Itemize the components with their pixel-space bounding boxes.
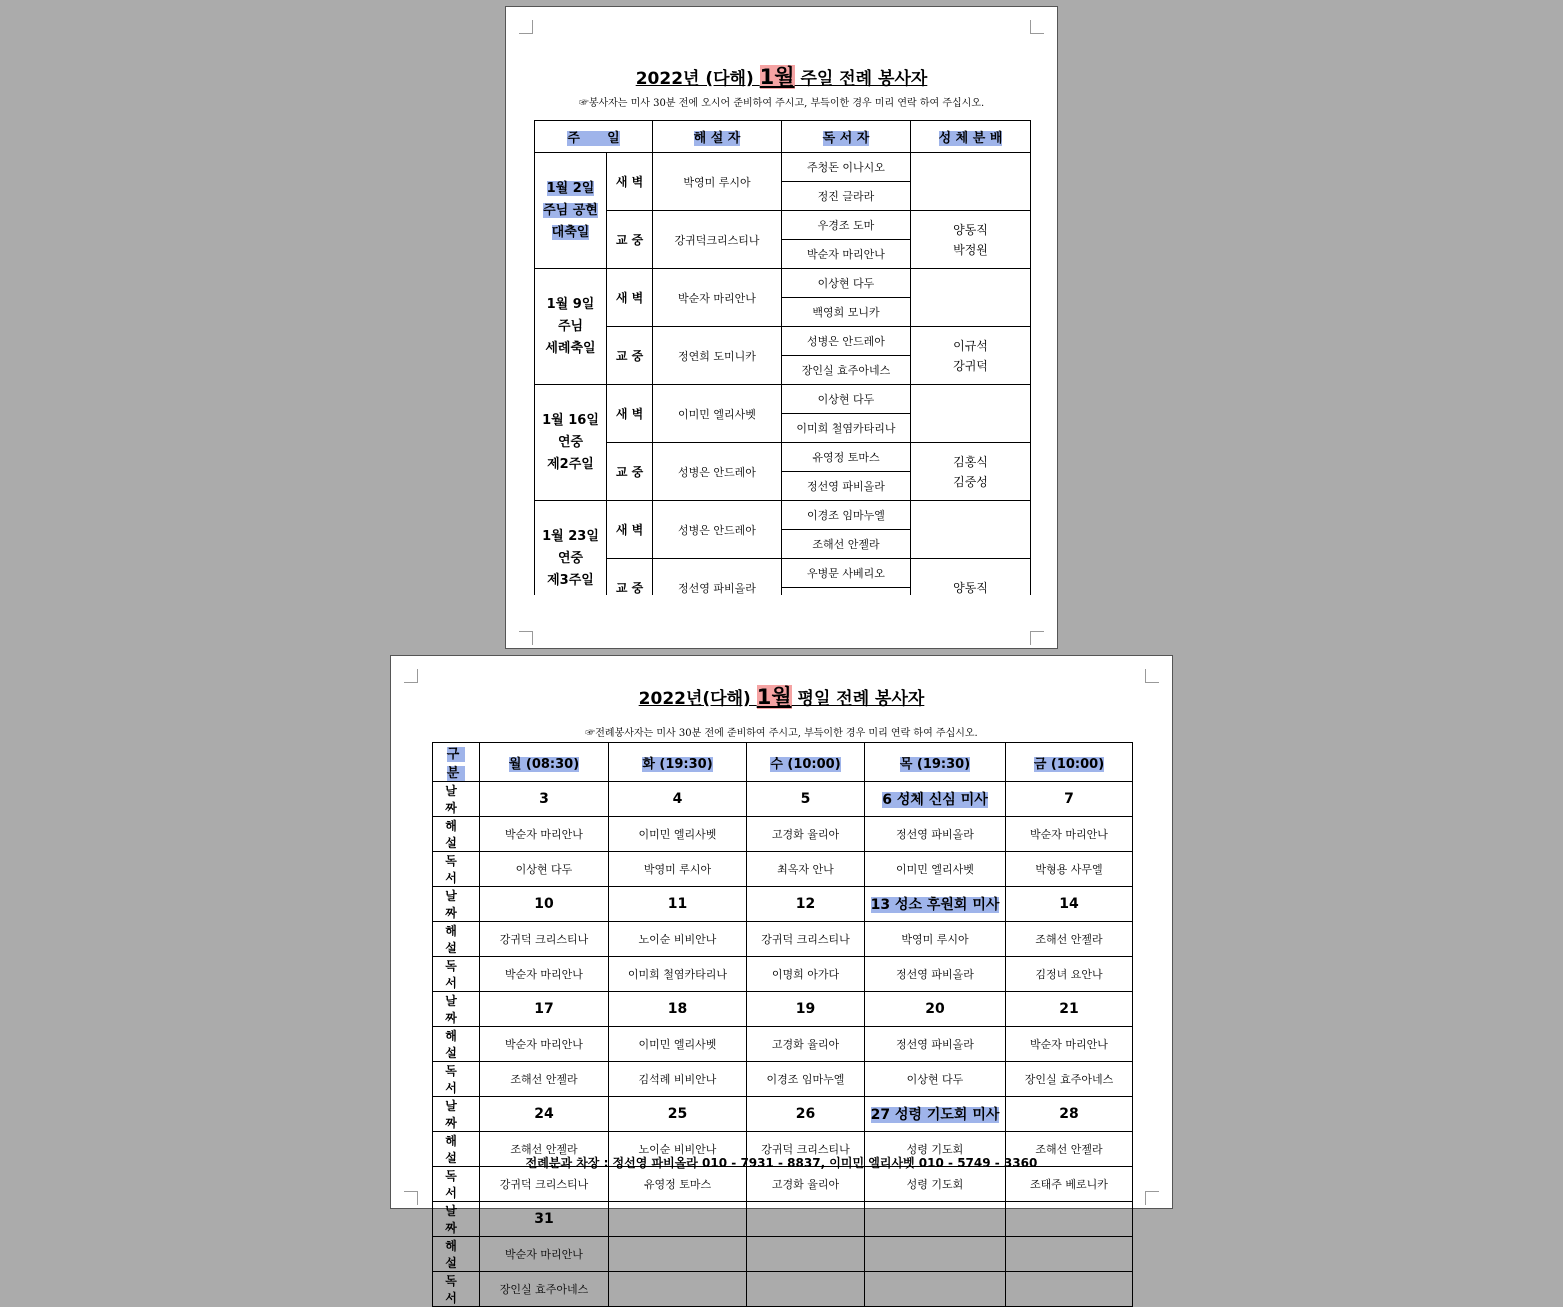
commentator-cell: 노이순 비비안나 xyxy=(609,922,747,957)
weekday-notice: ☞전례봉사자는 미사 30분 전에 준비하여 주시고, 부득이한 경우 미리 연락 하여 주십시오. xyxy=(585,728,978,739)
date-cell xyxy=(747,1202,865,1237)
sunday-row xyxy=(535,211,1031,240)
commentator-cell: 고경화 율리아 xyxy=(747,1027,865,1062)
reader-cell: 강귀덕 크리스티나 xyxy=(480,1167,609,1202)
commentator-cell: 박순자 마리안나 xyxy=(480,1027,609,1062)
reader-cell: 이상현 다두 xyxy=(782,385,911,414)
week-feast: 연중 xyxy=(557,550,584,566)
commentator-cell: 노이순 비비안나 xyxy=(609,1132,747,1167)
commentator-cell: 이미민 엘리사벳 xyxy=(609,817,747,852)
commentator-cell xyxy=(609,1237,747,1272)
reader-cell: 박영미 루시아 xyxy=(609,852,747,887)
commentator-cell: 성령 기도회 xyxy=(865,1132,1006,1167)
reader-cell xyxy=(609,1272,747,1307)
commentator-row xyxy=(433,1027,1133,1062)
date-cell xyxy=(747,782,865,817)
sunday-notice: ☞봉사자는 미사 30분 전에 오시어 준비하여 주시고, 부득이한 경우 미리 연락 하여 주십시오. xyxy=(578,98,985,109)
sunday-schedule-page xyxy=(505,6,1058,649)
contact-footer: 전례분과 차장 : 정선영 파비올라 010 - 7931 - 8837, 이미민 엘리사벳 010 - 5749 - 3360 xyxy=(525,1156,1038,1170)
commentator-cell: 고경화 율리아 xyxy=(747,817,865,852)
sunday-week-label xyxy=(535,269,607,385)
weekday-title xyxy=(391,681,1172,711)
reader-cell: 이미민 엘리사벳 xyxy=(865,852,1006,887)
weekday-table xyxy=(432,742,1133,1307)
reader-cell: 장인실 효주아네스 xyxy=(480,1272,609,1307)
reader-cell: 김정녀 요안나 xyxy=(1006,957,1133,992)
commentator-cell: 강귀덕 크리스티나 xyxy=(747,922,865,957)
title-year: 2022년 (다해) xyxy=(635,69,760,89)
mass-label-dawn: 새 벽 xyxy=(607,385,653,443)
date-cell xyxy=(609,782,747,817)
sunday-row xyxy=(535,443,1031,472)
date-row xyxy=(433,782,1133,817)
reader-cell xyxy=(747,1272,865,1307)
reader-cell: 김석례 비비안나 xyxy=(609,1062,747,1097)
reader-cell: 조해선 안젤라 xyxy=(782,530,911,559)
reader-row xyxy=(433,957,1133,992)
week-feast-type: 대축일 xyxy=(551,224,590,240)
row-label-reader: 독 서 xyxy=(433,957,480,992)
sunday-week-label xyxy=(535,501,607,596)
reader-cell: 이상현 다두 xyxy=(782,269,911,298)
commentator-cell xyxy=(865,1237,1006,1272)
date-cell xyxy=(609,1097,747,1132)
sunday-week-label xyxy=(535,385,607,501)
reader-cell: 조태주 베로니카 xyxy=(1006,1167,1133,1202)
row-label-date: 날 짜 xyxy=(433,992,480,1027)
mass-label-main: 교 중 xyxy=(607,559,653,596)
date-value: 24 xyxy=(534,1106,554,1122)
header-reader: 독 서 자 xyxy=(782,121,911,153)
reader-cell: 정선영 파비올라 xyxy=(865,957,1006,992)
sunday-row xyxy=(535,501,1031,530)
week-date: 1월 9일 xyxy=(546,296,595,312)
date-cell xyxy=(865,992,1006,1027)
commentator-cell: 이미민 엘리사벳 xyxy=(609,1027,747,1062)
weekday-schedule-page xyxy=(390,655,1173,1305)
commentator-cell: 정선영 파비올라 xyxy=(653,559,782,596)
row-label-commentator: 해 설 xyxy=(433,922,480,957)
date-row xyxy=(433,1202,1133,1237)
header-tuesday: 화 (19:30) xyxy=(609,743,747,782)
reader-cell: 이경조 임마누엘 xyxy=(747,1062,865,1097)
header-thursday: 목 (19:30) xyxy=(865,743,1006,782)
reader-cell: 이미희 철염카타리나 xyxy=(609,957,747,992)
commentator-cell: 강귀덕크리스티나 xyxy=(653,211,782,269)
reader-cell xyxy=(782,588,911,596)
distributor-name: 김중성 xyxy=(953,474,988,489)
mass-label-main: 교 중 xyxy=(607,443,653,501)
commentator-cell: 강귀덕 크리스티나 xyxy=(480,922,609,957)
reader-cell: 백영희 모니카 xyxy=(782,298,911,327)
distributor-name: 강귀덕 xyxy=(953,358,988,373)
row-label-commentator: 해 설 xyxy=(433,817,480,852)
distributor-name: 양동직 xyxy=(953,222,988,237)
date-cell xyxy=(1006,1202,1133,1237)
date-cell xyxy=(747,887,865,922)
reader-cell: 성령 기도회 xyxy=(865,1167,1006,1202)
sunday-row xyxy=(535,269,1031,298)
row-label-reader: 독 서 xyxy=(433,1272,480,1307)
date-value: 27 성령 기도회 미사 xyxy=(870,1107,1000,1123)
reader-row xyxy=(433,1062,1133,1097)
distributor-name: 이규석 xyxy=(953,338,988,353)
sunday-table xyxy=(534,120,1031,595)
row-label-date: 날 짜 xyxy=(433,887,480,922)
reader-cell xyxy=(1006,1272,1133,1307)
date-value: 3 xyxy=(539,791,549,807)
week-feast-type: 세례축일 xyxy=(545,340,596,356)
reader-cell: 이경조 임마누엘 xyxy=(782,501,911,530)
date-cell xyxy=(1006,992,1133,1027)
sunday-title xyxy=(506,61,1057,91)
page-corner-mark xyxy=(1145,1191,1159,1205)
date-value: 21 xyxy=(1059,1001,1079,1017)
date-value: 10 xyxy=(534,896,554,912)
page-corner-mark xyxy=(1030,20,1044,34)
distributor-name: 김홍식 xyxy=(953,454,988,469)
commentator-cell: 박순자 마리안나 xyxy=(1006,1027,1133,1062)
reader-cell: 장인실 효주아네스 xyxy=(782,356,911,385)
sunday-row xyxy=(535,385,1031,414)
reader-cell: 박순자 마리안나 xyxy=(782,240,911,269)
weekday-header-row xyxy=(433,743,1133,782)
reader-row xyxy=(433,1272,1133,1307)
distributor-cell-empty xyxy=(911,269,1031,327)
commentator-cell: 조해선 안젤라 xyxy=(1006,1132,1133,1167)
title-year: 2022년(다해) xyxy=(638,689,757,709)
commentator-cell xyxy=(1006,1237,1133,1272)
date-cell xyxy=(480,992,609,1027)
date-value: 18 xyxy=(667,1001,688,1017)
reader-row xyxy=(433,1167,1133,1202)
reader-cell: 주청돈 이나시오 xyxy=(782,153,911,182)
row-label-reader: 독 서 xyxy=(433,852,480,887)
date-row xyxy=(433,887,1133,922)
distributor-cell xyxy=(911,443,1031,501)
page-corner-mark xyxy=(519,631,533,645)
row-label-date: 날 짜 xyxy=(433,782,480,817)
date-cell xyxy=(609,1202,747,1237)
mass-label-dawn: 새 벽 xyxy=(607,501,653,559)
commentator-cell: 성병은 안드레아 xyxy=(653,501,782,559)
date-cell xyxy=(1006,782,1133,817)
date-cell xyxy=(747,1097,865,1132)
date-value: 26 xyxy=(795,1106,816,1122)
page-corner-mark xyxy=(1030,631,1044,645)
reader-cell: 조해선 안젤라 xyxy=(480,1062,609,1097)
date-value: 20 xyxy=(925,1001,945,1017)
date-cell xyxy=(865,1097,1006,1132)
commentator-cell: 박영미 루시아 xyxy=(865,922,1006,957)
sunday-row xyxy=(535,559,1031,588)
date-cell xyxy=(480,782,609,817)
distributor-cell-empty xyxy=(911,153,1031,211)
reader-cell: 우병문 사베리오 xyxy=(782,559,911,588)
reader-cell: 정선영 파비올라 xyxy=(782,472,911,501)
commentator-cell: 정선영 파비올라 xyxy=(865,1027,1006,1062)
date-cell xyxy=(609,992,747,1027)
reader-cell: 이명희 아가다 xyxy=(747,957,865,992)
commentator-cell: 조해선 안젤라 xyxy=(480,1132,609,1167)
date-row xyxy=(433,992,1133,1027)
date-cell xyxy=(480,887,609,922)
reader-row xyxy=(433,852,1133,887)
commentator-cell: 정선영 파비올라 xyxy=(865,817,1006,852)
distributor-cell-empty xyxy=(911,385,1031,443)
title-rest: 평일 전례 봉사자 xyxy=(791,689,925,709)
row-label-commentator: 해 설 xyxy=(433,1027,480,1062)
sunday-row xyxy=(535,327,1031,356)
page-corner-mark xyxy=(404,1191,418,1205)
date-value: 4 xyxy=(672,791,683,807)
row-label-reader: 독 서 xyxy=(433,1062,480,1097)
reader-cell: 성병은 안드레아 xyxy=(782,327,911,356)
commentator-cell: 조해선 안젤라 xyxy=(1006,922,1133,957)
sunday-table-clip xyxy=(534,120,1031,595)
header-distributor: 성 체 분 배 xyxy=(911,121,1031,153)
week-feast: 주님 xyxy=(557,318,584,334)
date-cell xyxy=(1006,887,1133,922)
week-date: 1월 23일 xyxy=(542,528,599,544)
distributor-cell-empty xyxy=(911,501,1031,559)
week-date: 1월 2일 xyxy=(546,180,595,196)
date-cell xyxy=(480,1097,609,1132)
date-value: 5 xyxy=(800,791,811,807)
distributor-name: 양동직 xyxy=(953,580,988,595)
mass-label-dawn: 새 벽 xyxy=(607,269,653,327)
date-value: 14 xyxy=(1059,896,1079,912)
header-friday: 금 (10:00) xyxy=(1006,743,1133,782)
sunday-row xyxy=(535,153,1031,182)
date-value: 11 xyxy=(667,896,688,912)
week-feast-type: 제2주일 xyxy=(547,456,594,472)
week-date: 1월 16일 xyxy=(542,412,599,428)
date-cell xyxy=(480,1202,609,1237)
row-label-date: 날 짜 xyxy=(433,1202,480,1237)
reader-cell xyxy=(865,1272,1006,1307)
commentator-cell: 박순자 마리안나 xyxy=(1006,817,1133,852)
commentator-cell: 박순자 마리안나 xyxy=(653,269,782,327)
date-cell xyxy=(865,887,1006,922)
reader-cell: 우경조 도마 xyxy=(782,211,911,240)
commentator-cell: 이미민 엘리사벳 xyxy=(653,385,782,443)
commentator-row xyxy=(433,1237,1133,1272)
commentator-cell xyxy=(747,1237,865,1272)
header-commentator: 해 설 자 xyxy=(653,121,782,153)
page-corner-mark xyxy=(519,20,533,34)
reader-cell: 박순자 마리안나 xyxy=(480,957,609,992)
reader-cell: 정진 글라라 xyxy=(782,182,911,211)
sunday-week-label xyxy=(535,153,607,269)
header-wednesday: 수 (10:00) xyxy=(747,743,865,782)
row-label-commentator: 해 설 xyxy=(433,1237,480,1272)
row-label-reader: 독 서 xyxy=(433,1167,480,1202)
date-cell xyxy=(747,992,865,1027)
week-feast: 연중 xyxy=(557,434,584,450)
date-value: 19 xyxy=(795,1001,816,1017)
commentator-cell: 정연희 도미니카 xyxy=(653,327,782,385)
date-cell xyxy=(1006,1097,1133,1132)
header-monday: 월 (08:30) xyxy=(480,743,609,782)
mass-label-dawn: 새 벽 xyxy=(607,153,653,211)
commentator-cell: 성병은 안드레아 xyxy=(653,443,782,501)
header-sunday: 주 일 xyxy=(535,121,653,153)
reader-cell: 이상현 다두 xyxy=(480,852,609,887)
date-value: 31 xyxy=(534,1211,554,1227)
date-cell xyxy=(609,887,747,922)
date-value: 28 xyxy=(1059,1106,1079,1122)
title-month: 1월 xyxy=(756,685,792,709)
date-value: 17 xyxy=(534,1001,554,1017)
distributor-cell xyxy=(911,327,1031,385)
commentator-row xyxy=(433,922,1133,957)
reader-cell: 유영정 토마스 xyxy=(782,443,911,472)
commentator-cell: 박순자 마리안나 xyxy=(480,1237,609,1272)
week-feast: 주님 공현 xyxy=(543,202,598,218)
distributor-name: 박정원 xyxy=(953,242,988,257)
reader-cell: 장인실 효주아네스 xyxy=(1006,1062,1133,1097)
reader-cell: 이상현 다두 xyxy=(865,1062,1006,1097)
date-value: 12 xyxy=(795,896,816,912)
row-label-commentator: 해 설 xyxy=(433,1132,480,1167)
reader-cell: 유영정 토마스 xyxy=(609,1167,747,1202)
date-cell xyxy=(865,782,1006,817)
date-value: 25 xyxy=(667,1106,688,1122)
commentator-row xyxy=(433,817,1133,852)
date-value: 6 성체 신심 미사 xyxy=(882,792,988,808)
date-row xyxy=(433,1097,1133,1132)
date-cell xyxy=(865,1202,1006,1237)
reader-cell: 박형용 사무엘 xyxy=(1006,852,1133,887)
title-rest: 주일 전례 봉사자 xyxy=(794,69,928,89)
reader-cell: 이미희 철염카타리나 xyxy=(782,414,911,443)
date-value: 7 xyxy=(1064,791,1074,807)
week-feast-type: 제3주일 xyxy=(547,572,594,588)
commentator-cell: 박영미 루시아 xyxy=(653,153,782,211)
commentator-cell: 박순자 마리안나 xyxy=(480,817,609,852)
reader-cell: 최옥자 안나 xyxy=(747,852,865,887)
mass-label-main: 교 중 xyxy=(607,211,653,269)
header-category: 구 분 xyxy=(433,743,480,782)
distributor-cell xyxy=(911,211,1031,269)
row-label-date: 날 짜 xyxy=(433,1097,480,1132)
date-value: 13 성소 후원회 미사 xyxy=(870,897,1000,913)
distributor-cell xyxy=(911,559,1031,596)
sunday-header-row xyxy=(535,121,1031,153)
mass-label-main: 교 중 xyxy=(607,327,653,385)
commentator-cell: 강귀덕 크리스티나 xyxy=(747,1132,865,1167)
reader-cell: 고경화 율리아 xyxy=(747,1167,865,1202)
title-month: 1월 xyxy=(759,65,795,89)
